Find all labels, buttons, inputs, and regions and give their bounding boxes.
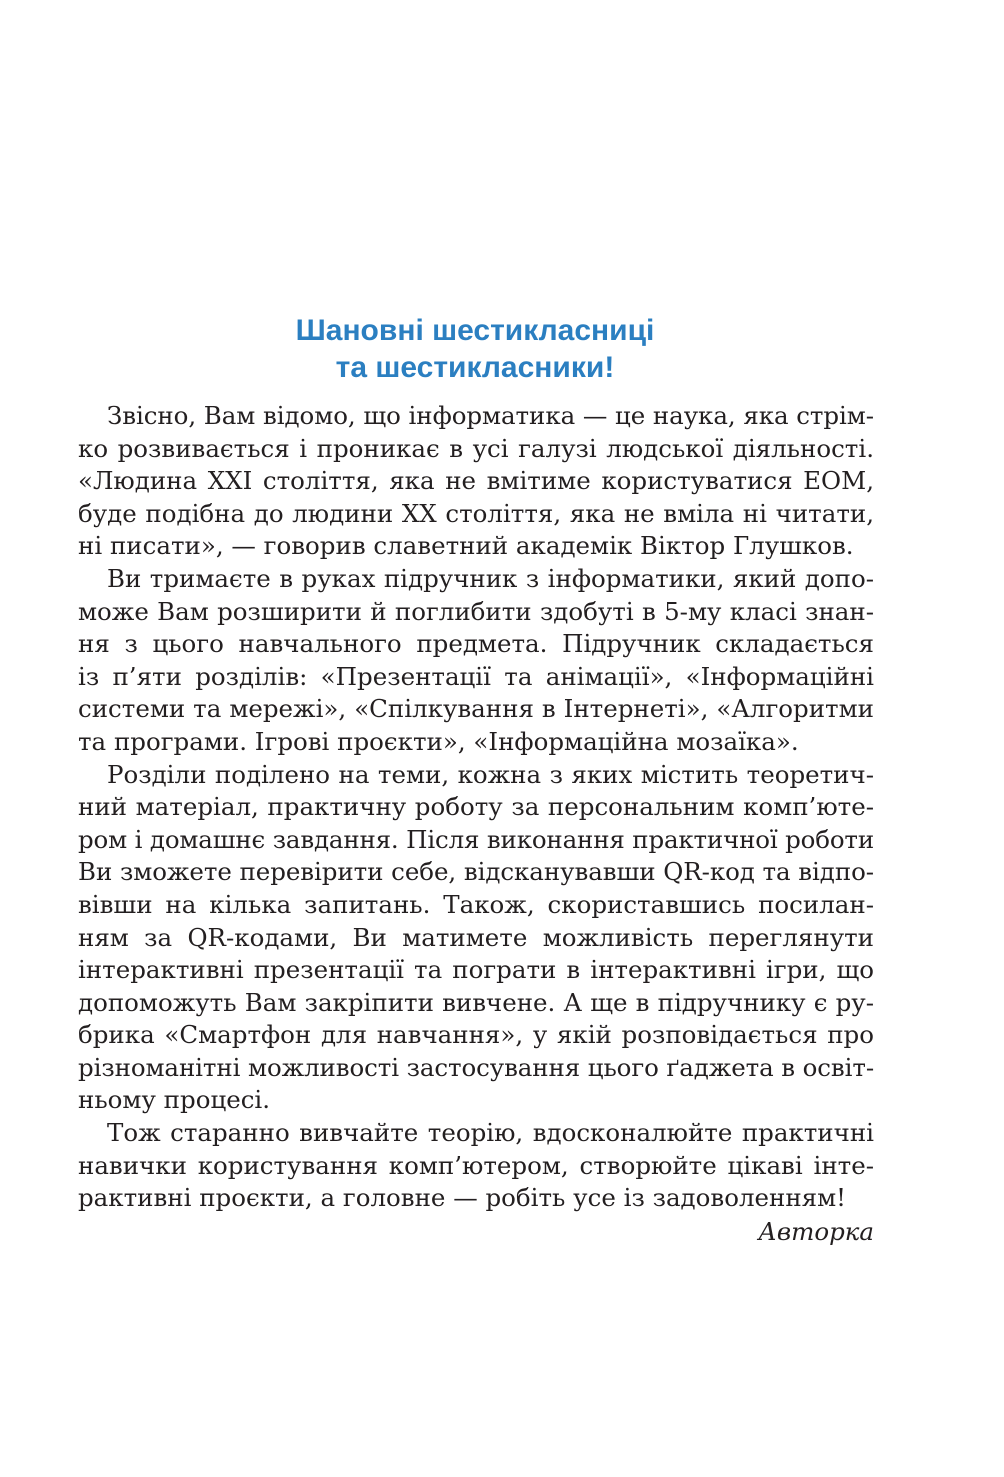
author-signature: Авторка: [758, 1216, 874, 1246]
paragraph-line: та програми. Ігрові проєкти», «Інформаційна мозаїка».: [78, 726, 799, 756]
paragraph-line: «Людина XXI століття, яка не вмітиме користуватися ЕОМ,: [78, 466, 874, 496]
paragraph-line: Розділи поділено на теми, кожна з яких містить теоретич-: [107, 759, 874, 789]
paragraph-line: системи та мережі», «Спілкування в Інтернеті», «Алгоритми: [78, 694, 874, 724]
paragraph-line: інтерактивні презентації та пограти в інтерактивні ігри, що: [78, 955, 874, 985]
paragraph-line: рактивні проєкти, а головне — робіть усе із задоволенням!: [78, 1183, 847, 1213]
paragraph-2: [78, 563, 874, 759]
body-text: [78, 400, 874, 1248]
paragraph-line: ром і домашнє завдання. Після виконання практичної роботи: [78, 824, 874, 854]
paragraph-line: навички користування комп’ютером, створюйте цікаві інте-: [78, 1150, 874, 1180]
paragraph-line: Тож старанно вивчайте теорію, вдосконалюйте практичні: [107, 1118, 874, 1148]
paragraph-line: ний матеріал, практичну роботу за персональним комп’юте-: [78, 792, 874, 822]
paragraph-line: різноманітні можливості застосування цього ґаджета в освіт-: [78, 1052, 874, 1082]
paragraph-line: буде подібна до людини XX століття, яка не вміла ні читати,: [78, 498, 874, 528]
paragraph-line: може Вам розширити й поглибити здобуті в 5-му класі знан-: [78, 596, 874, 626]
paragraph-line: брика «Смартфон для навчання», у якій розповідається про: [78, 1020, 874, 1050]
paragraph-line: Ви зможете перевірити себе, відсканувавши QR-код та відпо-: [78, 857, 875, 887]
paragraph-3: [78, 759, 874, 1118]
paragraph-line: ня з цього навчального предмета. Підручник складається: [78, 629, 874, 659]
paragraph-4: [78, 1117, 874, 1215]
paragraph-line: вівши на кілька запитань. Також, скориставшись посилан-: [78, 889, 874, 919]
paragraph-line: ко розвивається і проникає в усі галузі людської діяльності.: [78, 433, 874, 463]
title-line-1: Шановні шестикласниці: [295, 314, 655, 347]
paragraph-line: ньому процесі.: [78, 1085, 271, 1115]
paragraph-line: із п’яти розділів: «Презентації та анімації», «Інформаційні: [78, 661, 874, 691]
paragraph-line: Ви тримаєте в руках підручник з інформатики, який допо-: [107, 563, 874, 593]
paragraph-line: Звісно, Вам відомо, що інформатика — це наука, яка стрім-: [107, 401, 875, 430]
paragraph-line: ні писати», — говорив славетний академік Віктор Глушков.: [78, 531, 854, 561]
paragraph-line: ням за QR-кодами, Ви матимете можливість переглянути: [78, 922, 874, 952]
paragraph-line: допоможуть Вам закріпити вивчене. А ще в підручнику є ру-: [78, 987, 874, 1017]
title-line-2: та шестикласники!: [335, 351, 615, 384]
page-title: [0, 312, 950, 386]
paragraph-1: [78, 400, 874, 563]
